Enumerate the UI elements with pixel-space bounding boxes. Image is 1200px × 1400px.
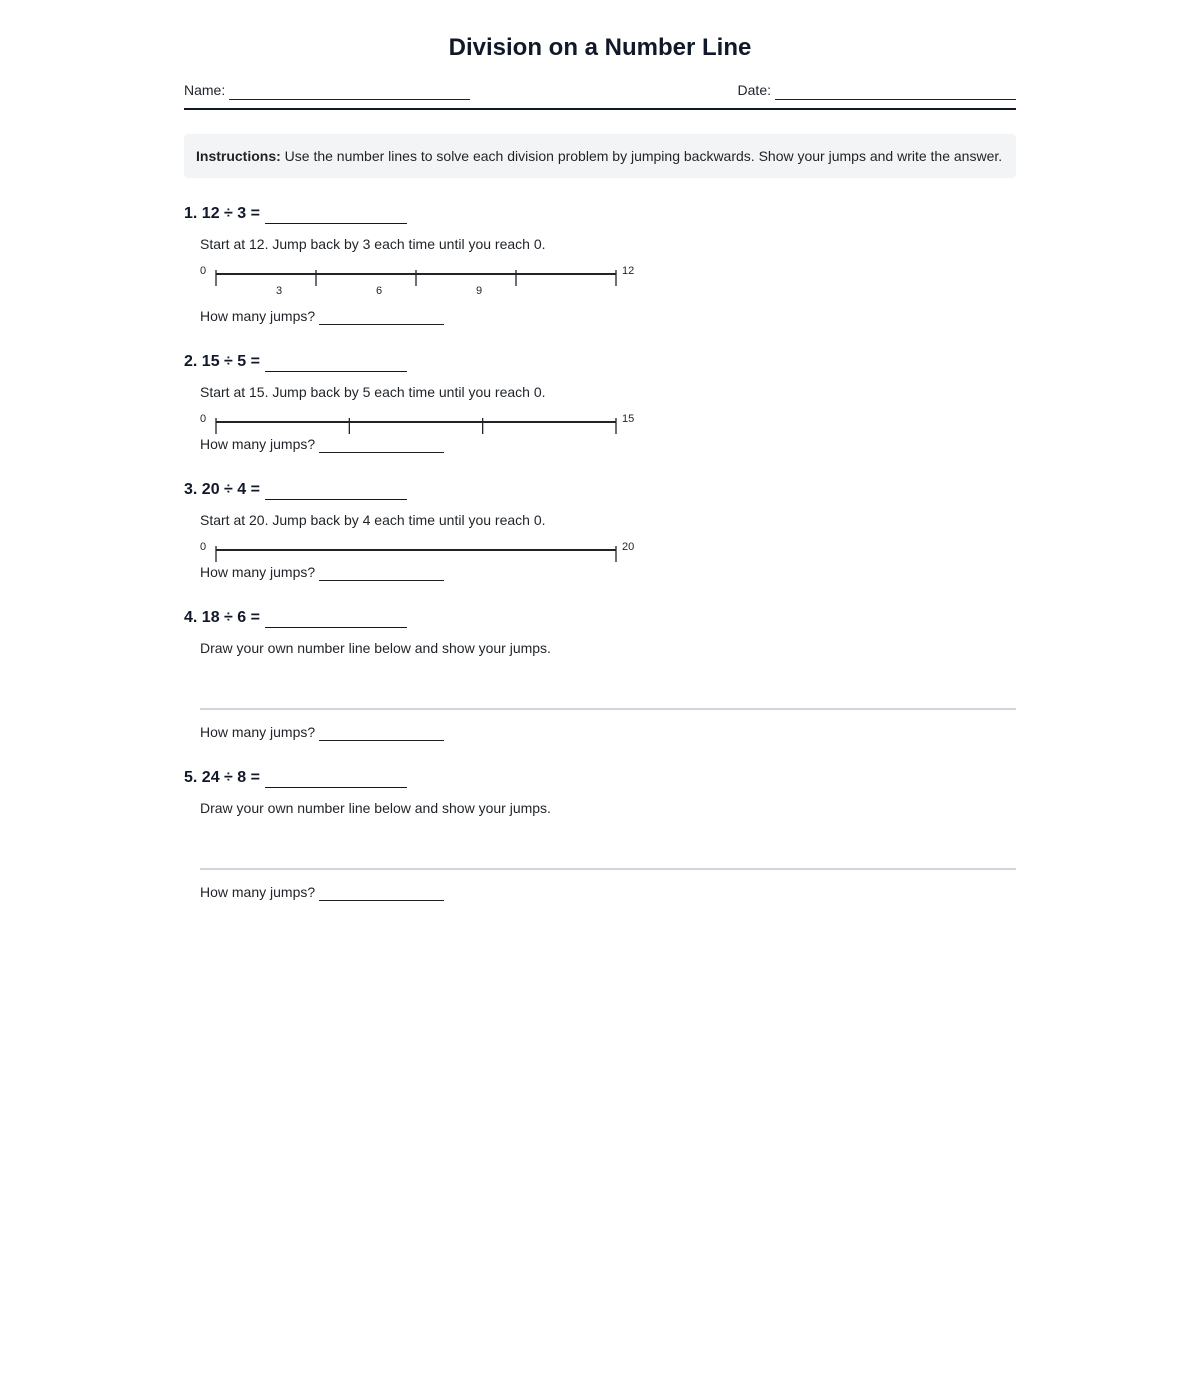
problem-number: 2. — [184, 353, 198, 370]
answer-blank[interactable] — [265, 355, 407, 372]
header-row — [184, 80, 1016, 110]
problem-5 — [184, 768, 1016, 900]
jumps-blank[interactable] — [319, 310, 444, 325]
jumps-label: How many jumps? — [200, 724, 316, 740]
page-title: Division on a Number Line — [448, 34, 752, 61]
jumps-label: How many jumps? — [200, 884, 316, 900]
jumps-prompt — [200, 307, 444, 325]
drawing-area-line[interactable] — [200, 868, 1016, 870]
date-blank[interactable] — [775, 82, 1016, 100]
end-label: 12 — [622, 265, 635, 277]
tick-label: 9 — [475, 285, 483, 297]
date-label: Date: — [737, 82, 771, 98]
jumps-blank[interactable] — [319, 566, 444, 581]
problem-3 — [184, 480, 1016, 580]
problem-text: Start at 20. Jump back by 4 each time until you reach 0. — [200, 512, 546, 528]
jumps-label: How many jumps? — [200, 564, 316, 580]
problem-expression: 18 ÷ 6 = — [201, 609, 260, 626]
problem-text: Start at 15. Jump back by 5 each time until you reach 0. — [200, 384, 546, 400]
problem-4 — [184, 608, 1016, 740]
jumps-prompt — [200, 435, 444, 453]
answer-blank[interactable] — [265, 483, 407, 500]
jumps-prompt — [200, 563, 444, 581]
problem-text: Draw your own number line below and show your jumps. — [200, 800, 551, 816]
number-line — [194, 260, 654, 300]
problem-number: 3. — [184, 481, 198, 498]
problem-text: Start at 12. Jump back by 3 each time until you reach 0. — [200, 236, 546, 252]
problem-number: 1. — [184, 205, 198, 222]
instructions-box — [184, 134, 1016, 178]
answer-blank[interactable] — [265, 771, 407, 788]
start-label: 0 — [200, 541, 207, 553]
problem-heading — [184, 480, 1016, 500]
problem-text: Draw your own number line below and show your jumps. — [200, 640, 551, 656]
start-label: 0 — [200, 265, 207, 277]
drawing-area-line[interactable] — [200, 708, 1016, 710]
jumps-blank[interactable] — [319, 886, 444, 901]
end-label: 20 — [622, 541, 635, 553]
jumps-prompt — [200, 883, 444, 901]
date-field — [738, 80, 1016, 100]
problem-heading — [184, 608, 1016, 628]
jumps-prompt — [200, 723, 444, 741]
name-blank[interactable] — [229, 82, 470, 100]
answer-blank[interactable] — [265, 207, 407, 224]
jumps-blank[interactable] — [319, 726, 444, 741]
problem-number: 4. — [184, 609, 198, 626]
instructions-heading: Instructions: — [196, 148, 281, 164]
jumps-blank[interactable] — [319, 438, 444, 453]
problem-heading — [184, 204, 1016, 224]
problem-number: 5. — [184, 769, 198, 786]
problem-expression: 20 ÷ 4 = — [201, 481, 260, 498]
end-label: 15 — [622, 413, 635, 425]
problem-expression: 24 ÷ 8 = — [201, 769, 260, 786]
tick-label: 3 — [275, 285, 283, 297]
jumps-label: How many jumps? — [200, 308, 316, 324]
problem-1 — [184, 204, 1016, 324]
name-label: Name: — [184, 82, 226, 98]
instructions-text: Use the number lines to solve each division problem by jumping backwards. Show your jumps and write the answer. — [280, 148, 1003, 164]
problem-heading — [184, 768, 1016, 788]
jumps-label: How many jumps? — [200, 436, 316, 452]
start-label: 0 — [200, 413, 207, 425]
problem-expression: 15 ÷ 5 = — [201, 353, 260, 370]
problem-expression: 12 ÷ 3 = — [201, 205, 260, 222]
problem-heading — [184, 352, 1016, 372]
name-field — [184, 80, 470, 100]
problem-2 — [184, 352, 1016, 452]
tick-label: 6 — [375, 285, 383, 297]
answer-blank[interactable] — [265, 611, 407, 628]
